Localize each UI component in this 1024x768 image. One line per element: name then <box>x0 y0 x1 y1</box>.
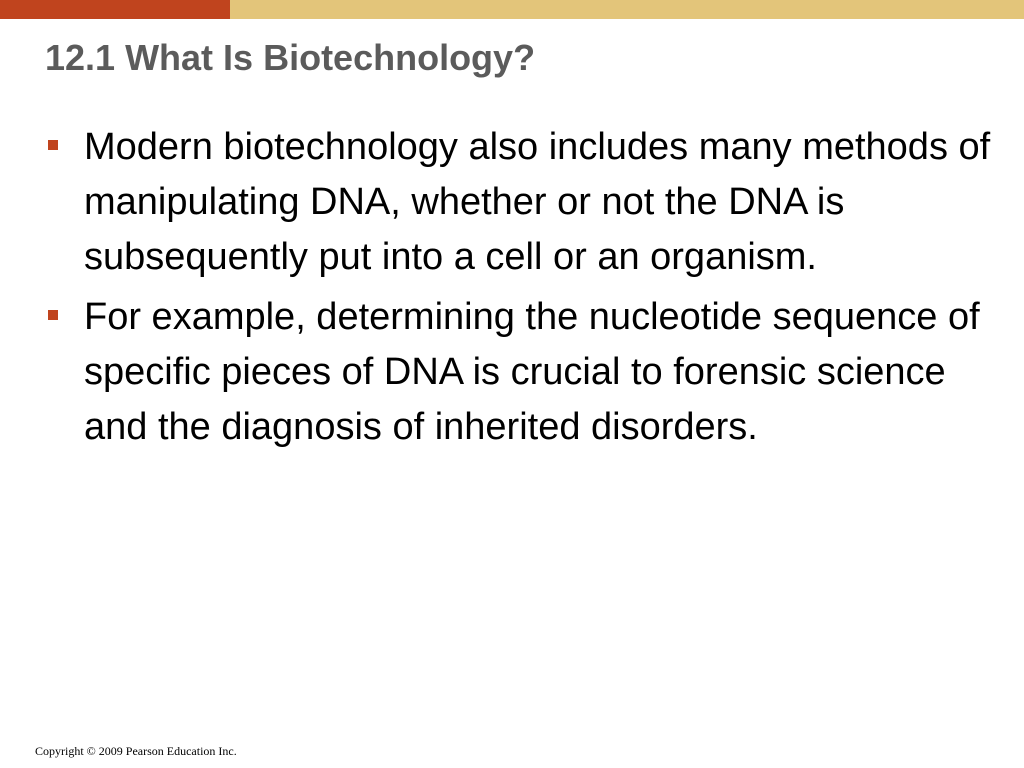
top-decorative-bar <box>0 0 1024 19</box>
slide-title: 12.1 What Is Biotechnology? <box>45 37 536 78</box>
bullet-text: Modern biotechnology also includes many methods of manipulating DNA, whether or not the DNA is subsequently put into a cell or an organism. <box>84 126 991 278</box>
copyright-notice: Copyright © 2009 Pearson Education Inc. <box>35 744 237 758</box>
bullet-item <box>45 120 995 285</box>
square-bullet-icon <box>48 310 58 320</box>
top-bar-band-segment <box>230 0 1024 19</box>
bullet-text: For example, determining the nucleotide sequence of specific pieces of DNA is crucial to forensic science and the diagnosis of inherited disorders. <box>84 296 980 448</box>
top-bar-accent-segment <box>0 0 230 19</box>
square-bullet-icon <box>48 140 58 150</box>
bullet-item <box>45 290 995 455</box>
bullet-list <box>45 120 995 460</box>
